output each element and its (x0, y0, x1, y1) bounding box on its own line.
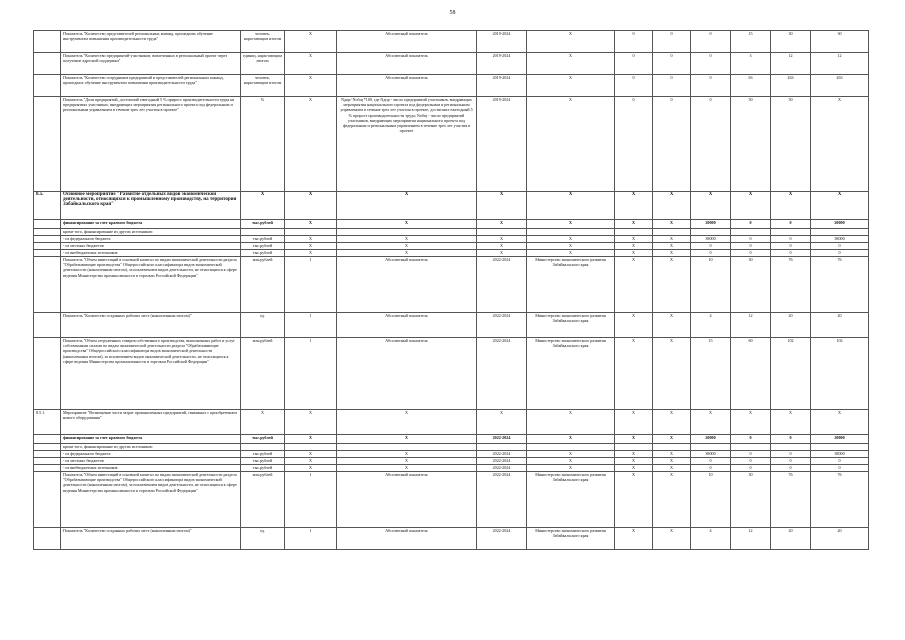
cell-item-name: кроме того, финансирование из других источников: (61, 229, 241, 236)
cell-calc-method: Абсолютный показатель (337, 313, 477, 338)
cell-value-2024: 76 (771, 472, 811, 528)
cell-responsible: Х (527, 220, 615, 229)
cell-value-total: Х (811, 410, 869, 435)
cell-value-total: 263 (811, 75, 869, 97)
cell-period: 2019-2024 (477, 75, 527, 97)
cell-responsible: Х (527, 192, 615, 220)
cell-calc-method: Абсолютный показатель (337, 257, 477, 313)
cell-value-2022: 0 (691, 31, 731, 53)
cell-value-2020: 0 (653, 31, 691, 53)
cell-value-total: 0 (811, 458, 869, 465)
cell-calc-method: Абсолютный показатель (337, 338, 477, 410)
page-number: 58 (449, 10, 456, 16)
cell-period: 2019-2024 (477, 97, 527, 192)
cell-item-name: - из федерального бюджета (61, 451, 241, 458)
cell-value-2022: 10 (691, 472, 731, 528)
table-row (34, 313, 869, 338)
cell-item-number (34, 97, 61, 192)
cell-value-2020: 0 (653, 53, 691, 75)
cell-unit: Х (241, 410, 285, 435)
cell-item-number (34, 53, 61, 75)
cell-value-2019: 0 (615, 53, 653, 75)
cell-period: Х (477, 220, 527, 229)
cell-value-2022: 4 (691, 528, 731, 550)
cell-method-index: Х (285, 243, 337, 250)
cell-value-2024: 12 (771, 53, 811, 75)
table-row (34, 435, 869, 444)
cell-value-2023: 0 (731, 243, 771, 250)
cell-unit: тыс.рублей (241, 451, 285, 458)
cell-value-2024: 0 (771, 458, 811, 465)
table-row (34, 257, 869, 313)
cell-calc-method: Х (337, 465, 477, 472)
table-row (34, 97, 869, 192)
cell-value-2023: 3 (731, 53, 771, 75)
cell-value-2024: Х (771, 410, 811, 435)
cell-value-2019: Х (615, 528, 653, 550)
cell-item-name: Показатель "Количество созданных рабочих мест (накопленным итогом)" (61, 313, 241, 338)
cell-method-index: 1 (285, 472, 337, 528)
cell-value-total: 102 (811, 338, 869, 410)
cell-value-2019: Х (615, 465, 653, 472)
table-row (34, 444, 869, 451)
cell-item-number (34, 435, 61, 444)
cell-value-2019: Х (615, 313, 653, 338)
cell-value-2023: 0 (731, 220, 771, 229)
cell-item-number (34, 31, 61, 53)
cell-value-2022: Х (691, 192, 731, 220)
cell-value-2023: 0 (731, 458, 771, 465)
cell-method-index: Х (285, 451, 337, 458)
cell-value-2019: Х (615, 220, 653, 229)
cell-value-2023: 0 (731, 435, 771, 444)
cell-method-index: Х (285, 250, 337, 257)
cell-value-2023 (731, 444, 771, 451)
cell-unit: ед. (241, 313, 285, 338)
cell-responsible: Х (527, 31, 615, 53)
cell-method-index: 1 (285, 313, 337, 338)
cell-method-index: Х (285, 435, 337, 444)
cell-item-name: финансирование за счет краевого бюджета (61, 220, 241, 229)
cell-value-2019: 0 (615, 75, 653, 97)
cell-period: Х (477, 250, 527, 257)
cell-value-2023: 63 (731, 75, 771, 97)
cell-method-index: Х (285, 458, 337, 465)
cell-value-2024: Х (771, 192, 811, 220)
cell-responsible: Министерство экономического развития Забайкальского края (527, 338, 615, 410)
cell-calc-method: Х (337, 458, 477, 465)
table-row (34, 451, 869, 458)
cell-value-2019: Х (615, 257, 653, 313)
cell-responsible: Х (527, 435, 615, 444)
cell-value-total: 12 (811, 53, 869, 75)
cell-calc-method: Абсолютный показатель (337, 528, 477, 550)
cell-item-name: Показатель "Количество представителей региональных команд, прошедших обучение инструментам повышения производительности труда" (61, 31, 241, 53)
cell-value-2023: 30 (731, 257, 771, 313)
cell-responsible: Х (527, 465, 615, 472)
cell-method-index: 1 (285, 528, 337, 550)
cell-responsible: Х (527, 236, 615, 243)
cell-item-number (34, 465, 61, 472)
cell-value-2023: Х (731, 410, 771, 435)
cell-value-2022: 20000 (691, 220, 731, 229)
cell-value-2019: Х (615, 458, 653, 465)
cell-method-index (285, 229, 337, 236)
cell-value-total: Х (811, 192, 869, 220)
cell-method-index: Х (285, 410, 337, 435)
cell-value-2019: Х (615, 451, 653, 458)
cell-value-total: 0 (811, 243, 869, 250)
cell-unit: тыс.рублей (241, 220, 285, 229)
cell-value-2023: 30 (731, 472, 771, 528)
cell-item-name: Показатель "Доля предприятий, достигший ежегодный 5 % прирост производительности труда на предприятиях участниках, внедряющих мероприятия регионального проекта под федеральным и региональным управлением в течение трех лет участия в проекте" (61, 97, 241, 192)
cell-calc-method: Абсолютный показатель (337, 75, 477, 97)
cell-responsible: Х (527, 75, 615, 97)
cell-value-2024: 0 (771, 220, 811, 229)
cell-value-2020: Х (653, 458, 691, 465)
cell-period: 2022-2024 (477, 472, 527, 528)
cell-method-index: Х (285, 75, 337, 97)
cell-unit: млн.рублей (241, 338, 285, 410)
cell-value-2020: Х (653, 451, 691, 458)
cell-item-number (34, 313, 61, 338)
cell-item-number (34, 338, 61, 410)
cell-unit: тыс.рублей (241, 243, 285, 250)
cell-method-index: 1 (285, 338, 337, 410)
cell-value-2019: Х (615, 192, 653, 220)
cell-item-number (34, 243, 61, 250)
cell-calc-method: Абсолютный показатель (337, 472, 477, 528)
table-row (34, 229, 869, 236)
cell-responsible (527, 444, 615, 451)
table-row (34, 236, 869, 243)
cell-value-2019 (615, 444, 653, 451)
cell-unit: тыс.рублей (241, 236, 285, 243)
cell-item-name: Основное мероприятие "Развитие отдельных видов экономической деятельности, относящихся к промышленному производству, на территории Забайкальского края" (61, 192, 241, 220)
cell-calc-method: Х (337, 410, 477, 435)
cell-value-total (811, 229, 869, 236)
cell-period: 2022-2024 (477, 257, 527, 313)
cell-value-2024: 0 (771, 435, 811, 444)
cell-item-number (34, 257, 61, 313)
cell-calc-method: Абсолютный показатель (337, 31, 477, 53)
cell-value-2020: Х (653, 338, 691, 410)
cell-value-2023: 0 (731, 236, 771, 243)
cell-value-total: 20000 (811, 435, 869, 444)
cell-responsible: Министерство экономического развития Забайкальского края (527, 257, 615, 313)
cell-value-2019: Х (615, 250, 653, 257)
cell-value-2022: 20000 (691, 435, 731, 444)
cell-value-2022: 0 (691, 458, 731, 465)
cell-period: 2022-2024 (477, 435, 527, 444)
cell-item-number (34, 444, 61, 451)
cell-item-name: Показатель "Объем инвестиций в основной капитал по видам экономической деятельности раздела "Обрабатывающие производства" Общероссийского классификатора видов экономической деятельности (накопленным итогом), за исключением видов деятельности, не относящихся к сфере ведения Министерства промышленности и торговли Российской Федерации" (61, 472, 241, 528)
cell-unit: человек, нарастающим итогом (241, 75, 285, 97)
cell-item-name: Показатель "Количество сотрудников предприятий и представителей региональных команд, прошедших обучение инструментам повышения производительности труда" (61, 75, 241, 97)
table-row (34, 472, 869, 528)
cell-responsible: Х (527, 458, 615, 465)
cell-period: Х (477, 410, 527, 435)
cell-value-2024: 20 (771, 528, 811, 550)
cell-value-2024: 30 (771, 31, 811, 53)
cell-calc-method: Х (337, 435, 477, 444)
cell-value-2020: Х (653, 192, 691, 220)
cell-item-name: - из местных бюджетов (61, 458, 241, 465)
cell-value-2019: 0 (615, 31, 653, 53)
cell-item-number (34, 458, 61, 465)
cell-period: 2022-2024 (477, 313, 527, 338)
cell-value-2020: Х (653, 257, 691, 313)
cell-value-2023: 50 (731, 97, 771, 192)
cell-value-total: 20000 (811, 220, 869, 229)
cell-value-total (811, 444, 869, 451)
cell-value-2019: Х (615, 236, 653, 243)
cell-value-2019: 0 (615, 97, 653, 192)
cell-value-2024: 0 (771, 465, 811, 472)
cell-value-total: 38000 (811, 451, 869, 458)
cell-item-number (34, 75, 61, 97)
cell-item-name: - из федерального бюджета (61, 236, 241, 243)
table-row (34, 243, 869, 250)
cell-responsible: Министерство экономического развития Забайкальского края (527, 528, 615, 550)
cell-period (477, 229, 527, 236)
cell-value-2024: 0 (771, 451, 811, 458)
cell-method-index: Х (285, 53, 337, 75)
cell-value-2022 (691, 229, 731, 236)
cell-unit: единиц, нарастающим итогом (241, 53, 285, 75)
table-row (34, 53, 869, 75)
cell-value-2023 (731, 229, 771, 236)
cell-period: 2022-2024 (477, 338, 527, 410)
cell-value-2020: 0 (653, 75, 691, 97)
cell-value-2023: 60 (731, 338, 771, 410)
cell-value-2022: Х (691, 410, 731, 435)
cell-period: 2022-2024 (477, 451, 527, 458)
table-row (34, 410, 869, 435)
cell-period: 2022-2024 (477, 458, 527, 465)
cell-value-2022: 38000 (691, 236, 731, 243)
cell-period: Х (477, 236, 527, 243)
table-row (34, 192, 869, 220)
cell-value-total: 20 (811, 313, 869, 338)
cell-responsible: Х (527, 243, 615, 250)
cell-item-name: Показатель "Объем отгруженных товаров собственного производства, выполненных работ и услуг собственными силами по видам экономической деятельности раздела "Обрабатывающие производства" Общероссийского классификатора видов экономической деятельности (накопленным итогом), за исключением видов экономической деятельности, не относящихся к сфере ведения Министерства промышленности и торговли Российской Федерации" (61, 338, 241, 410)
cell-calc-method: Х (337, 451, 477, 458)
cell-value-2024 (771, 229, 811, 236)
cell-value-2020: Х (653, 465, 691, 472)
cell-period: Х (477, 192, 527, 220)
cell-value-2020: Х (653, 528, 691, 550)
cell-unit (241, 444, 285, 451)
cell-value-2020: Х (653, 236, 691, 243)
cell-item-number (34, 229, 61, 236)
cell-value-2022: 0 (691, 465, 731, 472)
cell-value-2020: Х (653, 313, 691, 338)
cell-method-index (285, 444, 337, 451)
table-row (34, 465, 869, 472)
cell-value-2022: 0 (691, 53, 731, 75)
cell-item-name: Мероприятие "Возмещение части затрат промышленных предприятий, связанных с приобретением нового оборудования" (61, 410, 241, 435)
cell-value-2022: 0 (691, 243, 731, 250)
cell-unit (241, 229, 285, 236)
cell-value-2023: 0 (731, 465, 771, 472)
cell-value-2020: Х (653, 220, 691, 229)
cell-unit: Х (241, 192, 285, 220)
cell-value-2022 (691, 444, 731, 451)
cell-value-2022: 38000 (691, 451, 731, 458)
cell-value-total: 76 (811, 257, 869, 313)
cell-unit: человек, нарастающим итогом (241, 31, 285, 53)
cell-value-total: 20 (811, 528, 869, 550)
cell-value-2022: 4 (691, 313, 731, 338)
cell-calc-method (337, 229, 477, 236)
cell-unit: ед. (241, 528, 285, 550)
cell-method-index: Х (285, 31, 337, 53)
cell-value-2022: 0 (691, 97, 731, 192)
cell-item-number (34, 236, 61, 243)
cell-calc-method: Х (337, 250, 477, 257)
cell-unit: млн.рублей (241, 257, 285, 313)
cell-value-2020: Х (653, 250, 691, 257)
cell-period (477, 444, 527, 451)
cell-value-2020: Х (653, 243, 691, 250)
cell-item-name: кроме того, финансирование из других источников: (61, 444, 241, 451)
cell-calc-method: Х (337, 192, 477, 220)
cell-value-2024: 76 (771, 257, 811, 313)
cell-responsible (527, 229, 615, 236)
cell-calc-method (337, 444, 477, 451)
cell-value-2020: Х (653, 435, 691, 444)
cell-calc-method: Х (337, 220, 477, 229)
cell-item-name: Показатель "Объем инвестиций в основной капитал по видам экономической деятельности раздела "Обрабатывающие производства" Общероссийского классификатора видов экономической деятельности (накопленным итогом), за исключением видов деятельности, не относящихся к сфере ведения Министерства промышленности и торговли Российской Федерации" (61, 257, 241, 313)
table-row (34, 220, 869, 229)
cell-value-2022: 15 (691, 338, 731, 410)
cell-value-total: 38000 (811, 236, 869, 243)
cell-item-name: Показатель "Количество созданных рабочих мест (накопленным итогом)" (61, 528, 241, 550)
cell-method-index: Х (285, 220, 337, 229)
table-row (34, 338, 869, 410)
cell-period: 2019-2024 (477, 53, 527, 75)
cell-calc-method: Х (337, 236, 477, 243)
cell-item-name: - из внебюджетных источников (61, 465, 241, 472)
cell-item-number: 8.5. (34, 192, 61, 220)
program-table (33, 30, 869, 550)
cell-unit: % (241, 97, 285, 192)
cell-method-index: 1 (285, 257, 337, 313)
cell-value-2019 (615, 229, 653, 236)
cell-responsible: Х (527, 451, 615, 458)
cell-value-2022: 0 (691, 75, 731, 97)
table-row (34, 75, 869, 97)
cell-value-2022: 10 (691, 257, 731, 313)
cell-value-total: 0 (811, 250, 869, 257)
cell-value-2024 (771, 444, 811, 451)
cell-value-2019: Х (615, 338, 653, 410)
cell-method-index: Х (285, 192, 337, 220)
cell-calc-method: Абсолютный показатель (337, 53, 477, 75)
cell-value-2023: 12 (731, 528, 771, 550)
cell-item-number (34, 451, 61, 458)
cell-responsible: Министерство экономического развития Забайкальского края (527, 313, 615, 338)
cell-method-index: Х (285, 236, 337, 243)
cell-item-number (34, 250, 61, 257)
cell-responsible: Х (527, 250, 615, 257)
cell-unit: тыс.рублей (241, 458, 285, 465)
cell-calc-method: Nдпр/ Nобщ *100, где Nдпр - число предприятий участников, внедряющих мероприятия национального проекта под федеральным и региональным управлением в течение трех лет участия в проекте, достигших ежегодный 5 % прирост производительности труда; Nобщ - число предприятий участников, внедряющих мероприятия национального проекта под федеральным и региональным управлением в течение трех лет участия в проекте (337, 97, 477, 192)
cell-item-number: 8.5.1. (34, 410, 61, 435)
cell-value-2024: 50 (771, 97, 811, 192)
cell-value-2024: 0 (771, 236, 811, 243)
cell-value-2023: Х (731, 192, 771, 220)
cell-item-name: Показатель "Количество предприятий-участников, вовлеченных в региональный проект через получение адресной поддержки" (61, 53, 241, 75)
cell-period: 2022-2024 (477, 528, 527, 550)
cell-item-name: - из внебюджетных источников (61, 250, 241, 257)
cell-value-2020: Х (653, 410, 691, 435)
cell-unit: млн.рублей (241, 472, 285, 528)
cell-responsible: Х (527, 53, 615, 75)
cell-unit: тыс.рублей (241, 250, 285, 257)
cell-value-2019: Х (615, 472, 653, 528)
cell-period: 2022-2024 (477, 465, 527, 472)
cell-value-2020 (653, 444, 691, 451)
cell-value-total: Х (811, 97, 869, 192)
cell-value-2024: 263 (771, 75, 811, 97)
cell-value-2023: 0 (731, 250, 771, 257)
cell-period: Х (477, 243, 527, 250)
cell-unit: тыс.рублей (241, 435, 285, 444)
table-row (34, 250, 869, 257)
cell-value-2020: Х (653, 472, 691, 528)
cell-calc-method: Х (337, 243, 477, 250)
cell-unit: тыс.рублей (241, 465, 285, 472)
cell-item-name: - из местных бюджетов (61, 243, 241, 250)
table-row (34, 458, 869, 465)
cell-value-2023: 15 (731, 31, 771, 53)
cell-value-2023: 12 (731, 313, 771, 338)
cell-value-2019: Х (615, 243, 653, 250)
cell-method-index: Х (285, 97, 337, 192)
cell-value-2019: Х (615, 435, 653, 444)
cell-value-total: 76 (811, 472, 869, 528)
table-row (34, 528, 869, 550)
cell-value-total: 0 (811, 465, 869, 472)
cell-item-number (34, 528, 61, 550)
cell-value-total: 30 (811, 31, 869, 53)
cell-value-2022: 0 (691, 250, 731, 257)
cell-value-2020 (653, 229, 691, 236)
cell-responsible: Х (527, 97, 615, 192)
cell-item-name: финансирование за счет краевого бюджета (61, 435, 241, 444)
cell-period: 2019-2024 (477, 31, 527, 53)
table-body (34, 31, 869, 550)
cell-responsible: Х (527, 410, 615, 435)
cell-value-2019: Х (615, 410, 653, 435)
cell-method-index: Х (285, 465, 337, 472)
cell-value-2023: 0 (731, 451, 771, 458)
cell-value-2024: 20 (771, 313, 811, 338)
cell-responsible: Министерство экономического развития Забайкальского края (527, 472, 615, 528)
cell-value-2020: 0 (653, 97, 691, 192)
cell-value-2024: 0 (771, 243, 811, 250)
cell-value-2024: 102 (771, 338, 811, 410)
cell-item-number (34, 472, 61, 528)
table-row (34, 31, 869, 53)
cell-item-number (34, 220, 61, 229)
cell-value-2024: 0 (771, 250, 811, 257)
